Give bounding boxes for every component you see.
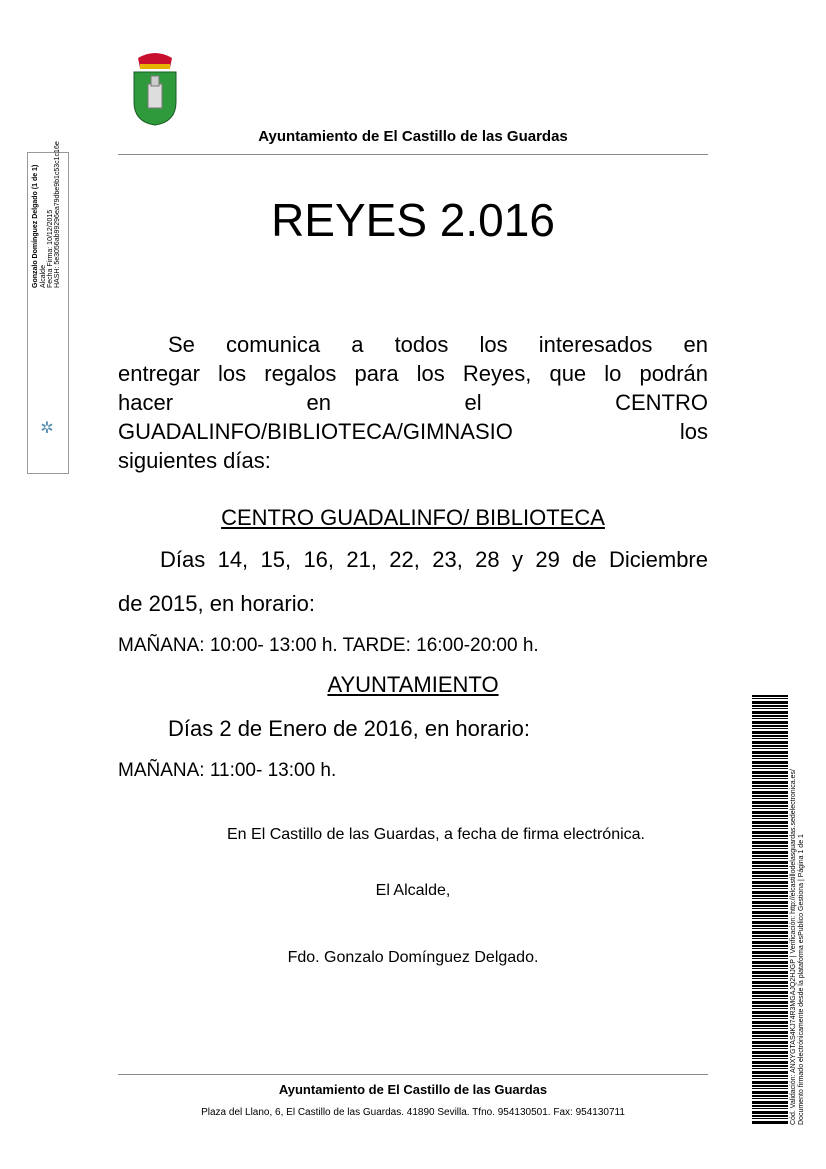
validation-barcode: [752, 695, 788, 1125]
footer-address: Plaza del Llano, 6, El Castillo de las Guardas. 41890 Sevilla. Tfno. 954130501. Fax: 954130711: [201, 1107, 625, 1118]
header-title: Ayuntamiento de El Castillo de las Guardas: [258, 128, 568, 145]
section2-dates: Días 2 de Enero de 2016, en horario:: [168, 716, 531, 741]
signature-date: Fecha Firma: 10/12/2015: [47, 209, 54, 288]
intro-line: siguientes días:: [118, 448, 271, 473]
section2-hours: MAÑANA: 11:00- 13:00 h.: [118, 760, 337, 781]
place-date: En El Castillo de las Guardas, a fecha de firma electrónica.: [227, 826, 645, 843]
section1-hours: MAÑANA: 10:00- 13:00 h. TARDE: 16:00-20:00 h.: [118, 635, 539, 656]
footer-divider: [118, 1074, 708, 1075]
signature-name: Gonzalo Domínguez Delgado (1 de 1): [32, 164, 39, 288]
intro-line: entregar los regalos para los Reyes, que lo podrán: [118, 361, 708, 386]
intro-paragraph: [118, 330, 708, 475]
section2-heading: AYUNTAMIENTO: [327, 672, 499, 697]
section1-dates: Días 14, 15, 16, 21, 22, 23, 28 y 29 de Diciembre: [160, 547, 708, 572]
signature-hash: HASH: 5e3056ab99296ea79dbe9b1c53c1c16e: [54, 141, 61, 288]
signature-box: [27, 141, 69, 474]
coat-of-arms-logo: [130, 50, 180, 126]
signature-seal-icon: ✲: [40, 420, 54, 437]
footer-title: Ayuntamiento de El Castillo de las Guardas: [278, 1082, 548, 1097]
signer-name: Fdo. Gonzalo Domínguez Delgado.: [287, 949, 539, 966]
document-title: REYES 2.016: [271, 194, 555, 246]
signature-role: Alcalde: [40, 265, 47, 288]
section1-heading: CENTRO GUADALINFO/ BIBLIOTECA: [221, 505, 605, 530]
intro-line: hacer en el CENTRO: [118, 390, 708, 415]
header-divider: [118, 154, 708, 155]
intro-line: Se comunica a todos los interesados en: [168, 332, 708, 357]
intro-line: GUADALINFO/BIBLIOTECA/GIMNASIO los: [118, 419, 708, 444]
section1-dates-cont: de 2015, en horario:: [118, 591, 315, 616]
validation-note: Documento firmado electrónicamente desde la plataforma esPublico Gestiona | Página 1 de 1: [798, 834, 805, 1125]
signer-role: El Alcalde,: [375, 882, 451, 899]
validation-code: Cód. Validación: ANXYGTAS4KJ74R3MGAJQ2HJGP | Verificación: http://elcastillodelasguardas.sedelectronica.es/: [790, 769, 797, 1125]
